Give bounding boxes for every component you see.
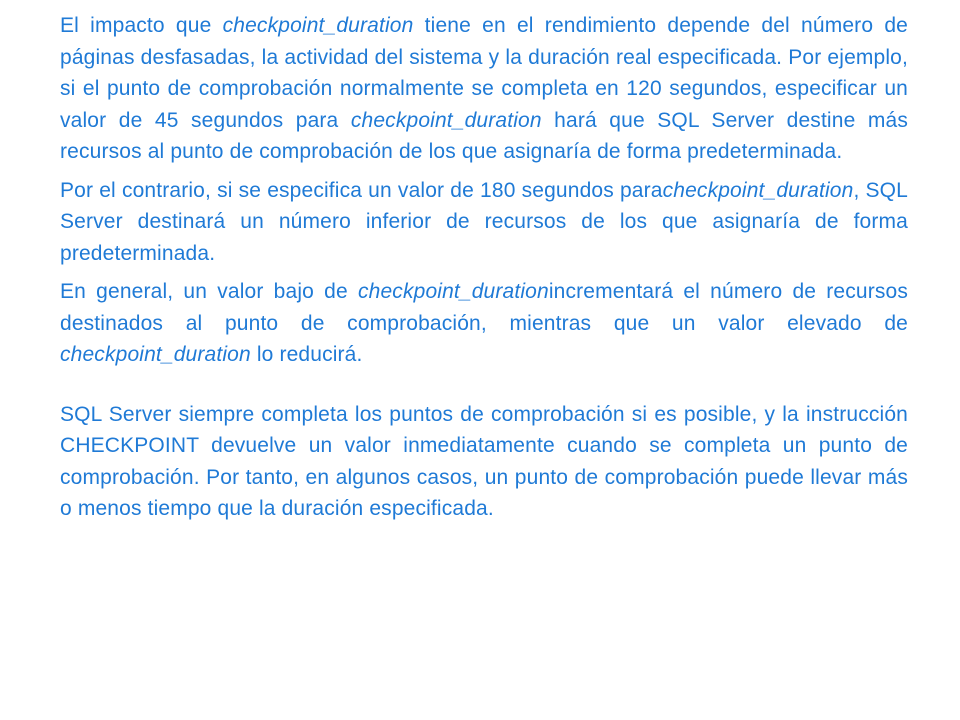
text-body <box>60 10 908 532</box>
paragraph-impact <box>60 10 908 168</box>
text-segment: incrementará el número de recursos destinados al punto de comprobación, mientras que un valor elevado de <box>60 280 908 335</box>
paragraph-contrary <box>60 175 908 270</box>
paragraph-checkpoint-completion <box>60 399 908 525</box>
text-segment-italic: checkpoint_duration <box>222 14 414 37</box>
text-segment: , SQL Server destinará un número inferior de recursos de los que asignaría de forma predeterminada. <box>60 178 908 265</box>
text-segment: tiene en el rendimiento depende del número de páginas desfasadas, la actividad del sistema y la duración real especificada. Por ejemplo, si el punto de comprobación normalmente se completa en 120 segundos, especificar un valor de 45 segundos para <box>60 14 908 132</box>
text-segment-italic: checkpoint_duration <box>350 108 542 132</box>
text-segment: hará que SQL Server destine más recursos al punto de comprobación de los que asignaría de forma predeterminada. <box>60 108 909 163</box>
text-segment-italic: checkpoint_duration <box>662 178 854 202</box>
paragraph-general <box>60 276 908 371</box>
text-segment: SQL Server siempre completa los puntos de comprobación si es posible, y la instrucción CHECKPOINT devuelve un valor inmediatamente cuando se completa un punto de comprobación. Por tanto, en algunos casos, un punto de comprobación puede llevar más o menos tiempo que la duración especificada. <box>60 402 908 520</box>
text-segment-italic: checkpoint_duration <box>358 280 549 303</box>
text-segment: Por el contrario, si se especifica un valor de 180 segundos para <box>60 178 663 202</box>
text-segment: El impacto que <box>60 14 223 37</box>
text-segment: lo reducirá. <box>250 343 363 366</box>
text-segment-italic: checkpoint_duration <box>60 343 251 366</box>
text-segment: En general, un valor bajo de <box>60 280 358 303</box>
